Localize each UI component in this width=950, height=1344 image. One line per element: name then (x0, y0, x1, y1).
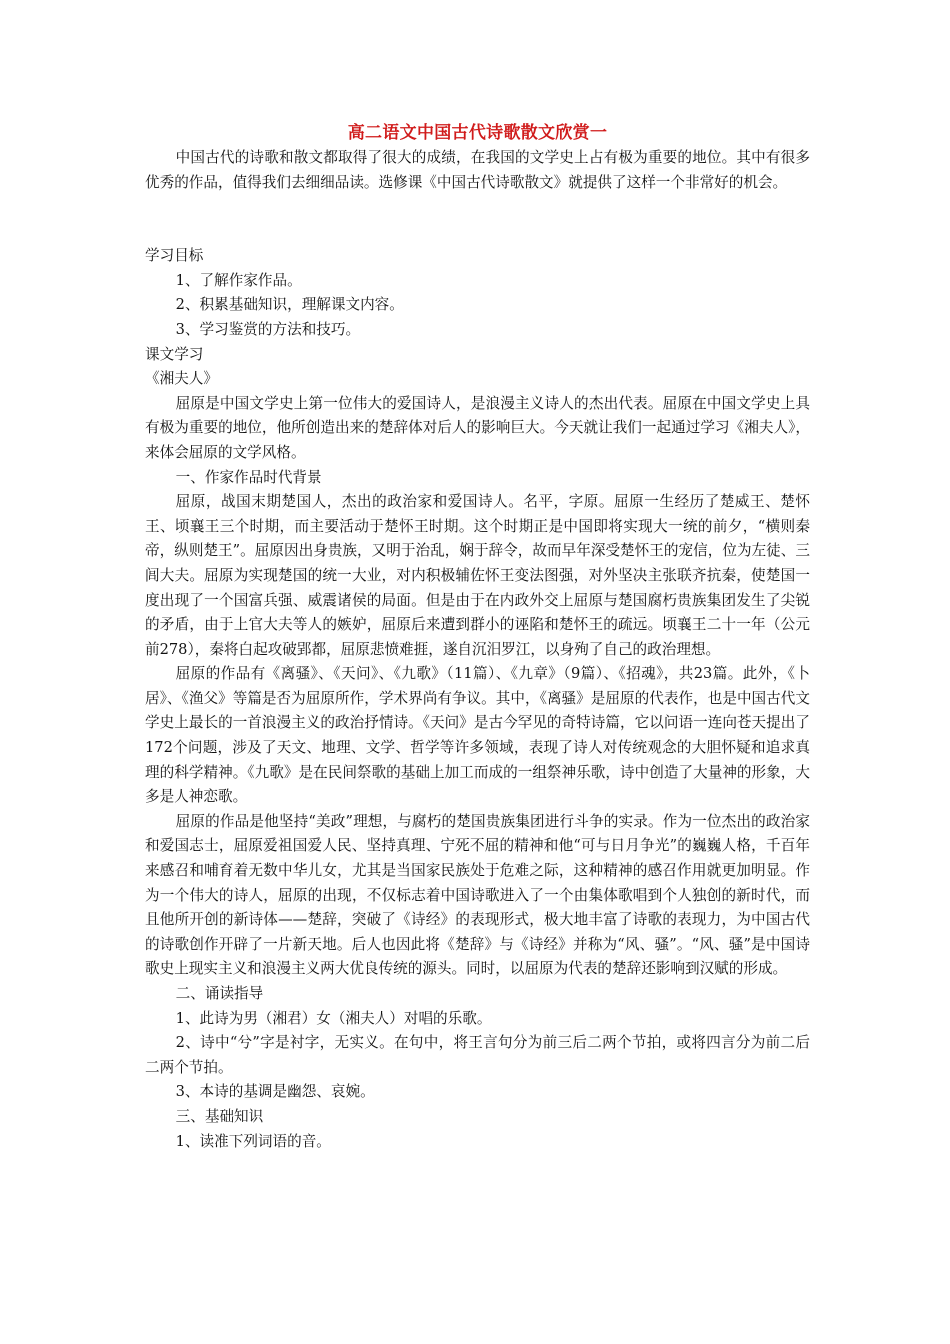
reading-guide-item: 3、本诗的基调是幽怨、哀婉。 (175, 1083, 375, 1101)
intro-paragraph: 中国古代的诗歌和散文都取得了很大的成绩，在我国的文学史上占有极为重要的地位。其中有很多优秀的作品，值得我们去细细品读。选修课《中国古代诗歌散文》就提供了这样一个非常好的机会。 (145, 149, 810, 191)
objective-item: 2、积累基础知识，理解课文内容。 (175, 296, 404, 314)
reading-guide-item: 1、此诗为男（湘君）女（湘夫人）对唱的乐歌。 (175, 1009, 492, 1027)
author-background-paragraph: 屈原，战国末期楚国人，杰出的政治家和爱国诗人。名平，字原。屈原一生经历了楚威王、楚怀王、顷襄王三个时期，而主要活动于楚怀王时期。这个时期正是中国即将实现大一统的前夕，“横则秦帝，纵则楚王”。屈原因出身贵族，又明于治乱，娴于辞令，故而早年深受楚怀王的宠信，位为左徒、三闾大夫。屈原为实现楚国的统一大业，对内积极辅佐怀王变法图强，对外坚决主张联齐抗秦，使楚国一度出现了一个国富兵强、威震诸侯的局面。但是由于在内政外交上屈原与楚国腐朽贵族集团发生了尖锐的矛盾，由于上官大夫等人的嫉妒，屈原后来遭到群小的诬陷和楚怀王的疏远。顷襄王二十一年（公元前278），秦将白起攻破郢都，屈原悲愤难捱，遂自沉汨罗江，以身殉了自己的政治理想。 (145, 493, 810, 658)
lesson-heading: 课文学习 (145, 345, 204, 363)
section-heading: 一、作家作品时代背景 (175, 468, 322, 486)
section-heading: 三、基础知识 (175, 1107, 264, 1125)
blank-line (145, 195, 810, 244)
objective-item: 1、了解作家作品。 (175, 271, 302, 289)
section-heading: 二、诵读指导 (175, 985, 264, 1002)
reading-guide-item: 2、诗中“兮”字是衬字，无实义。在句中，将王言句分为前三后二两个节拍，或将四言分为前二后二两个节拍。 (145, 1034, 810, 1076)
document-body (145, 120, 810, 1154)
basic-knowledge-item: 1、读准下列词语的音。 (175, 1132, 331, 1150)
poem-intro-paragraph: 屈原是中国文学史上第一位伟大的爱国诗人，是浪漫主义诗人的杰出代表。屈原在中国文学史上具有极为重要的地位，他所创造出来的楚辞体对后人的影响巨大。今天就让我们一起通过学习《湘夫人》，来体会屈原的文学风格。 (145, 394, 810, 461)
works-paragraph: 屈原的作品有《离骚》、《天问》、《九歌》（11篇）、《九章》（9篇）、《招魂》，共23篇。此外，《卜居》、《渔父》等篇是否为屈原所作，学术界尚有争议。其中，《离骚》是屈原的代表作，也是中国古代文学史上最长的一首浪漫主义的政治抒情诗。《天问》是古今罕见的奇特诗篇，它以问语一连向苍天提出了172个问题，涉及了天文、地理、文学、哲学等许多领域，表现了诗人对传统观念的大胆怀疑和追求真理的科学精神。《九歌》是在民间祭歌的基础上加工而成的一组祭神乐歌，诗中创造了大量神的形象，大多是人神恋歌。 (145, 665, 810, 806)
influence-paragraph: 屈原的作品是他坚持“美政”理想，与腐朽的楚国贵族集团进行斗争的实录。作为一位杰出的政治家和爱国志士，屈原爱祖国爱人民、坚持真理、宁死不屈的精神和他“可与日月争光”的巍巍人格，千百年来感召和哺育着无数中华儿女，尤其是当国家民族处于危难之际，这种精神的感召作用就更加明显。作为一个伟大的诗人，屈原的出现，不仅标志着中国诗歌进入了一个由集体歌唱到个人独创的新时代，而且他所开创的新诗体——楚辞，突破了《诗经》的表现形式，极大地丰富了诗歌的表现力，为中国古代的诗歌创作开辟了一片新天地。后人也因此将《楚辞》与《诗经》并称为“风、骚”。“风、骚”是中国诗歌史上现实主义和浪漫主义两大优良传统的源头。同时，以屈原为代表的楚辞还影响到汉赋的形成。 (145, 812, 810, 978)
objectives-heading: 学习目标 (145, 247, 204, 265)
poem-title: 《湘夫人》 (145, 370, 218, 388)
document-title: 高二语文中国古代诗歌散文欣赏一 (347, 123, 608, 143)
objective-item: 3、学习鉴赏的方法和技巧。 (175, 320, 361, 338)
